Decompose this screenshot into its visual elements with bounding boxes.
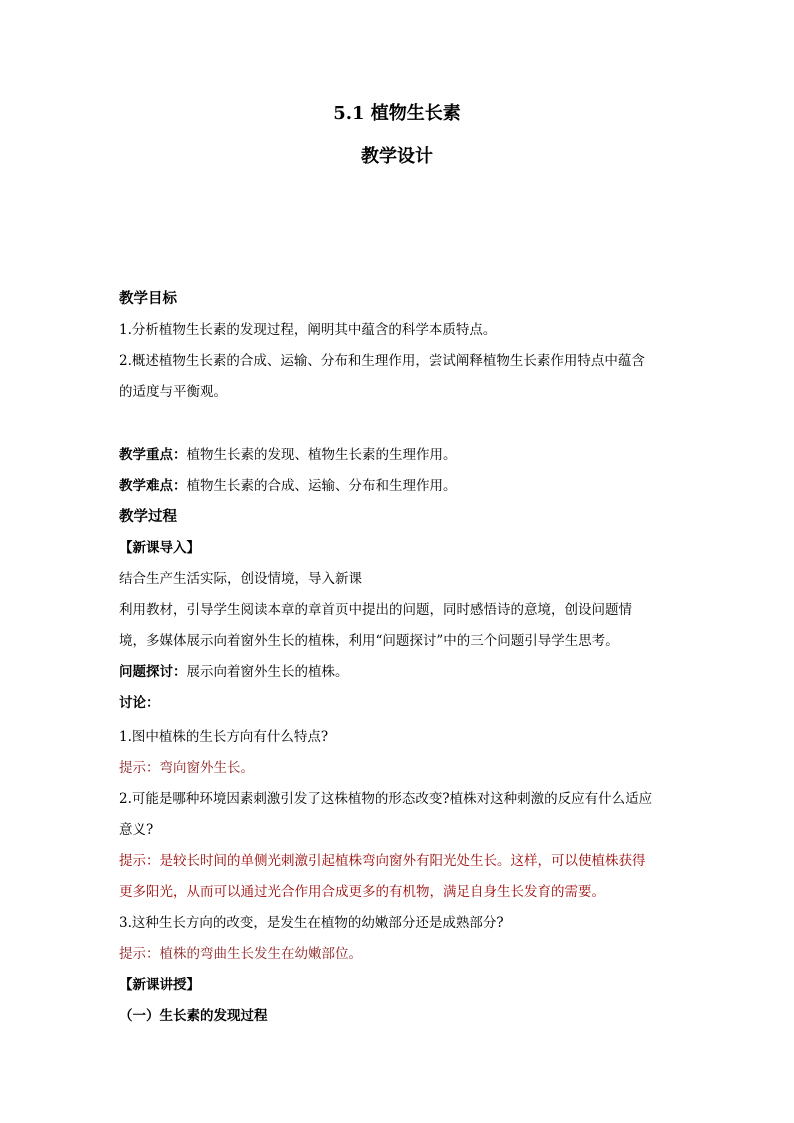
question-1: 1.图中植株的生长方向有什么特点? (119, 729, 329, 745)
question-3: 3.这种生长方向的改变，是发生在植物的幼嫩部分还是成熟部分? (119, 915, 504, 931)
difficulty-paragraph (119, 476, 679, 496)
lecture-section-label: 【新课讲授】 (119, 977, 200, 993)
goal-1: 1.分析植物生长素的发现过程，阐明其中蕴含的科学本质特点。 (119, 322, 497, 338)
question-2-line-2: 意义? (119, 822, 154, 838)
difficulty-label: 教学难点： (119, 478, 187, 494)
explore-label: 问题探讨： (119, 664, 187, 680)
goal-2-line-1: 2.概述植物生长素的合成、运输、分布和生理作用，尝试阐释植物生长素作用特点中蕴含 (119, 353, 645, 369)
hint-1: 提示：弯向窗外生长。 (119, 760, 254, 776)
key-point-paragraph (119, 445, 679, 465)
section-1-heading: （一）生长素的发现过程 (119, 1008, 268, 1024)
intro-line-3: 境，多媒体展示向着窗外生长的植株，利用“问题探讨”中的三个问题引导学生思考。 (119, 633, 619, 649)
hint-2-line-2: 更多阳光，从而可以通过光合作用合成更多的有机物，满足自身生长发育的需要。 (119, 884, 605, 900)
explore-text: 展示向着窗外生长的植株。 (186, 664, 349, 680)
document-subtitle: 教学设计 (361, 146, 433, 167)
question-2-line-1: 2.可能是哪种环境因素刺激引发了这株植物的形态改变?植株对这种刺激的反应有什么适应 (119, 791, 653, 807)
intro-line-2: 利用教材，引导学生阅读本章的章首页中提出的问题，同时感悟诗的意境，创设问题情 (119, 602, 632, 618)
intro-line-1: 结合生产生活实际，创设情境，导入新课 (119, 571, 362, 587)
goal-2-line-2: 的适度与平衡观。 (119, 384, 227, 400)
discuss-label: 讨论： (119, 695, 160, 711)
hint-3: 提示：植株的弯曲生长发生在幼嫩部位。 (119, 946, 362, 962)
goals-heading: 教学目标 (119, 290, 177, 307)
difficulty-text: 植物生长素的合成、运输、分布和生理作用。 (186, 478, 457, 494)
key-point-text: 植物生长素的发现、植物生长素的生理作用。 (186, 447, 457, 463)
hint-2-line-1: 提示：是较长时间的单侧光刺激引起植株弯向窗外有阳光处生长。这样，可以使植株获得 (119, 853, 646, 869)
explore-paragraph (119, 662, 679, 682)
intro-section-label: 【新课导入】 (119, 540, 200, 556)
key-point-label: 教学重点： (119, 447, 187, 463)
document-title: 5.1 植物生长素 (333, 103, 461, 124)
process-heading: 教学过程 (119, 508, 177, 525)
